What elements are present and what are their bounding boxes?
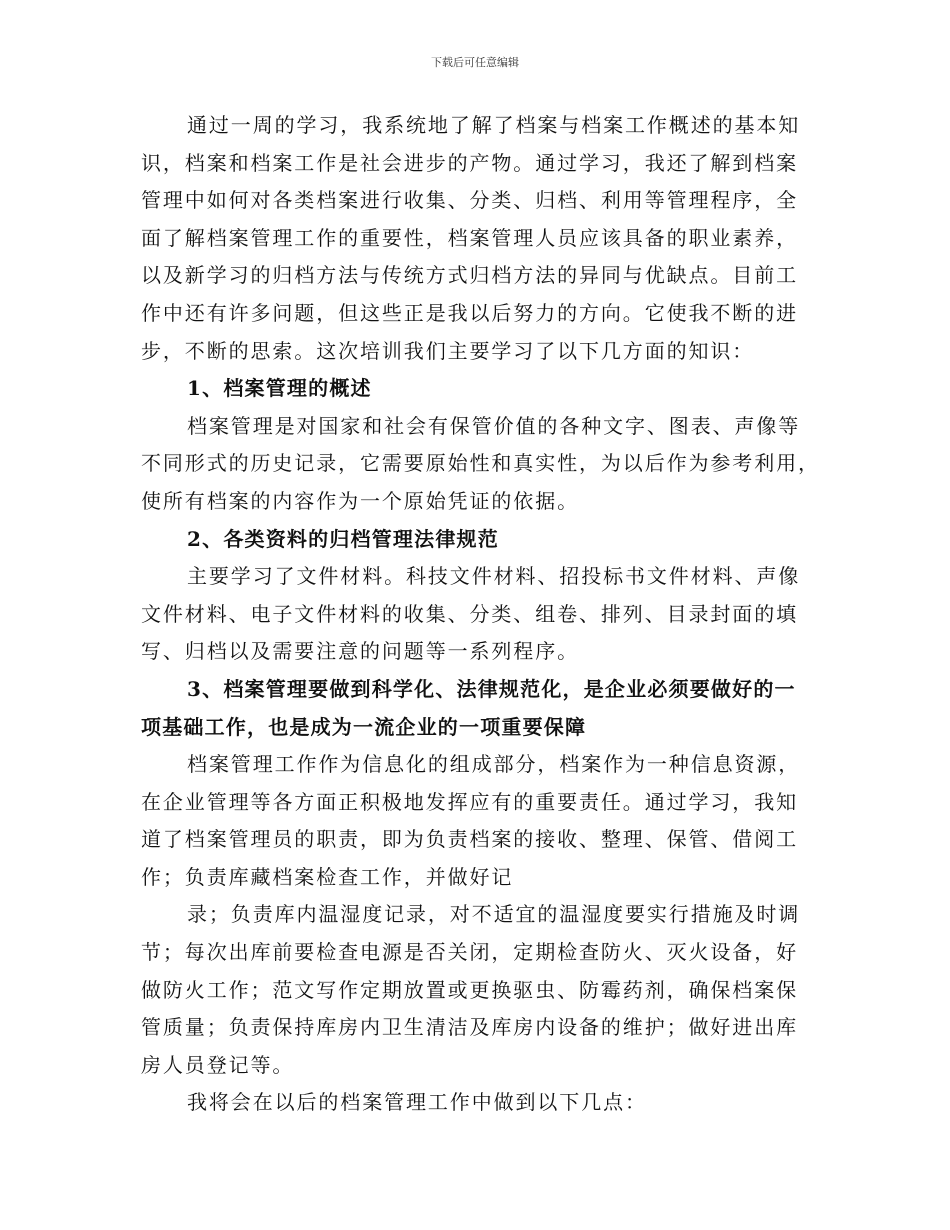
text-line: 作中还有许多问题，但这些正是我以后努力的方向。它使我不断的进 — [141, 300, 798, 325]
text-line: 文件材料、电子文件材料的收集、分类、组卷、排列、目录封面的填 — [141, 601, 798, 626]
section-heading-line: 1、档案管理的概述 — [187, 376, 372, 401]
section-heading-line: 项基础工作，也是成为一流企业的一项重要保障 — [141, 714, 587, 739]
text-line: 管质量；负责保持库房内卫生清洁及库房内设备的维护；做好进出库 — [141, 1015, 798, 1040]
document-body — [141, 107, 821, 1122]
text-line: 道了档案管理员的职责，即为负责档案的接收、整理、保管、借阅工 — [141, 827, 798, 852]
text-line: 节；每次出库前要检查电源是否关闭，定期检查防火、灭火设备，好 — [141, 940, 798, 965]
text-line: 以及新学习的归档方法与传统方式归档方法的异同与优缺点。目前工 — [141, 263, 798, 288]
text-line: 录；负责库内温湿度记录，对不适宜的温湿度要实行措施及时调 — [187, 902, 801, 927]
text-line: 主要学习了文件材料。科技文件材料、招投标书文件材料、声像 — [187, 564, 801, 589]
text-line: 使所有档案的内容作为一个原始凭证的依据。 — [141, 488, 579, 513]
text-line: 管理中如何对各类档案进行收集、分类、归档、利用等管理程序，全 — [141, 188, 798, 213]
text-line: 作；负责库藏档案检查工作，并做好记 — [141, 864, 514, 889]
text-line: 档案管理是对国家和社会有保管价值的各种文字、图表、声像等 — [187, 413, 801, 438]
section-heading-line: 2、各类资料的归档管理法律规范 — [187, 526, 499, 551]
text-line: 档案管理工作作为信息化的组成部分，档案作为一种信息资源， — [187, 752, 801, 777]
text-line: 步，不断的思索。这次培训我们主要学习了以下几方面的知识： — [141, 338, 755, 363]
section-heading-line: 3、档案管理要做到科学化、法律规范化，是企业必须要做好的一 — [187, 676, 796, 701]
text-line: 不同形式的历史记录，它需要原始性和真实性，为以后作为参考利用， — [141, 451, 820, 476]
text-line: 做防火工作；范文写作定期放置或更换驱虫、防霉药剂，确保档案保 — [141, 977, 798, 1002]
text-line: 识，档案和档案工作是社会进步的产物。通过学习，我还了解到档案 — [141, 150, 798, 175]
text-line: 面了解档案管理工作的重要性，档案管理人员应该具备的职业素养， — [141, 225, 798, 250]
text-line: 在企业管理等各方面正积极地发挥应有的重要责任。通过学习，我知 — [141, 789, 798, 814]
text-line: 房人员登记等。 — [141, 1052, 295, 1077]
text-line: 我将会在以后的档案管理工作中做到以下几点： — [187, 1090, 647, 1115]
page-header: 下载后可任意编辑 — [431, 56, 519, 69]
text-line: 写、归档以及需要注意的问题等一系列程序。 — [141, 639, 579, 664]
text-line: 通过一周的学习，我系统地了解了档案与档案工作概述的基本知 — [187, 113, 801, 137]
